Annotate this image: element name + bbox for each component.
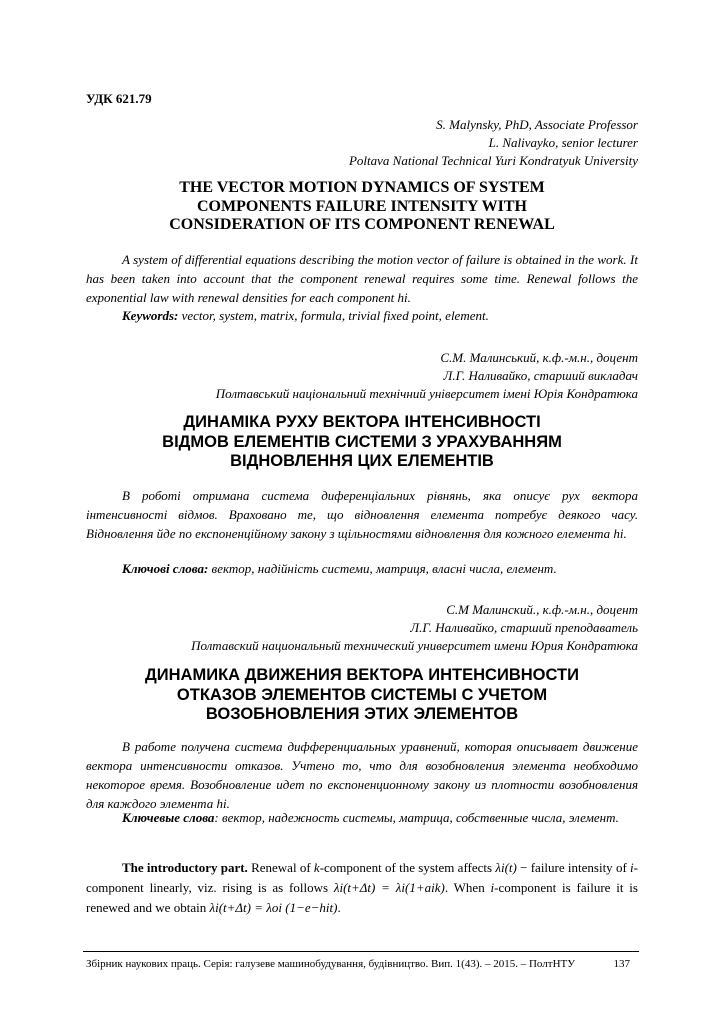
renewal-density-symbol: hi [216, 796, 227, 811]
page-footer [86, 957, 638, 971]
title-line: ОТКАЗОВ ЭЛЕМЕНТОВ СИСТЕМЫ С УЧЕТОМ [176, 685, 548, 704]
intro-text: -component is failure it is renewed and we obtain [86, 880, 638, 915]
abstract-end: . [226, 796, 230, 811]
author-line: L. Nalivayko, senior lecturer [488, 135, 638, 150]
intro-text: . [337, 900, 341, 915]
title-line: CONSIDERATION OF ITS COMPONENT RENEWAL [169, 216, 555, 233]
authors-en [349, 116, 638, 170]
keywords-text: vector, system, matrix, formula, trivial fixed point, element. [178, 308, 489, 323]
footer-journal: Збірник наукових праць. Серія: галузеве машинобудування, будівництво. Вип. 1(43). – 2015. – ПолтНТУ [86, 958, 576, 970]
abstract-ru [86, 737, 638, 813]
renewal-density-symbol: hi [397, 290, 408, 305]
formula-linear-rise: λi(t+Δt) = λi(1+aik) [333, 880, 445, 895]
author-line: Л.Г. Наливайко, старший викладач [443, 368, 638, 383]
keywords-en [86, 306, 638, 325]
title-line: ДИНАМІКА РУХУ ВЕКТОРА ІНТЕНСИВНОСТІ [183, 413, 541, 431]
keywords-text: вектор, надійність системи, матриця, власні числа, елемент. [208, 561, 557, 576]
index-k: k [313, 860, 320, 875]
affiliation-line: Полтавський національний технічний університет імені Юрія Кондратюка [215, 386, 638, 401]
author-line: С.М. Малинський, к.ф.-м.н., доцент [440, 350, 638, 365]
title-uk [86, 413, 638, 472]
renewal-density-symbol: hi [613, 526, 624, 541]
affiliation-line: Poltava National Technical Yuri Kondratyuk University [348, 153, 638, 168]
index-i: i [630, 860, 634, 875]
formula-renewal: λi(t+Δt) = λoi (1−e−hit) [209, 900, 338, 915]
title-line: COMPONENTS FAILURE INTENSITY WITH [197, 197, 527, 215]
abstract-text: A system of differential equations describing the motion vector of failure is obtained in the work. It has been taken into account that the component renewal requires some time. Renewal follows the exponential law with renewal densities for each component [86, 252, 638, 305]
abstract-text: В роботі отримана система диференціальних рівнянь, яка описує рух вектора інтенсивності відмов. Враховано те, що відновлення елемента потребує деякого часу. Відновлення йде по експоненційному закону з щільностями відновлення для кожного елемента [86, 488, 638, 541]
title-line: THE VECTOR MOTION DYNAMICS OF SYSTEM [179, 179, 545, 196]
abstract-end: . [623, 526, 627, 541]
authors-ru [191, 601, 638, 655]
keywords-label: Ключевые слова [122, 810, 215, 825]
abstract-end: . [407, 290, 411, 305]
title-line: ВОЗОБНОВЛЕНИЯ ЭТИХ ЭЛЕМЕНТОВ [205, 705, 519, 723]
intro-heading: The introductory part. [122, 860, 248, 875]
keywords-ru [86, 808, 638, 827]
author-line: S. Malynsky, PhD, Associate Professor [436, 117, 638, 132]
author-line: С.М Малинский., к.ф.-м.н., доцент [446, 602, 638, 617]
keywords-label: Ключові слова: [122, 561, 209, 576]
intro-text: -component of the system affects [319, 860, 496, 875]
intro-text: Renewal of [247, 860, 314, 875]
footer-divider [83, 951, 639, 952]
page-number: 137 [613, 958, 630, 970]
abstract-en [86, 250, 638, 307]
intro-text: -component linearly, viz. rising is as follows [86, 860, 638, 895]
title-line: ВІДНОВЛЕННЯ ЦИХ ЕЛЕМЕНТІВ [230, 452, 494, 470]
title-ru [86, 666, 638, 725]
keywords-label: Keywords: [122, 308, 179, 323]
intro-text: . When [444, 880, 491, 895]
intro-text: − failure intensity of [516, 860, 631, 875]
abstract-text: В работе получена система дифференциальных уравнений, которая описывает движение вектора интенсивности отказов. Учтено то, что для возобновления элемента необходимо некоторое время. Возобновление идет по експоненционному закону из плотности возобновления для каждого элемента [86, 739, 638, 811]
udk-code: УДК 621.79 [86, 91, 152, 106]
abstract-uk [86, 486, 638, 543]
index-i: i [490, 880, 495, 895]
formula-failure-intensity: λi(t) [495, 860, 517, 875]
intro-paragraph [86, 858, 638, 918]
keywords-uk [86, 559, 638, 578]
affiliation-line: Полтавский национальный технический университет имени Юрия Кондратюка [191, 638, 638, 653]
keywords-text: : вектор, надежность системы, матрица, собственные числа, элемент. [214, 810, 619, 825]
author-line: Л.Г. Наливайко, старший преподаватель [410, 620, 638, 635]
authors-uk [216, 349, 638, 403]
title-line: ДИНАМИКА ДВИЖЕНИЯ ВЕКТОРА ИНТЕНСИВНОСТИ [145, 666, 579, 684]
title-en [86, 179, 638, 235]
title-line: ВІДМОВ ЕЛЕМЕНТІВ СИСТЕМИ З УРАХУВАННЯМ [162, 432, 562, 451]
